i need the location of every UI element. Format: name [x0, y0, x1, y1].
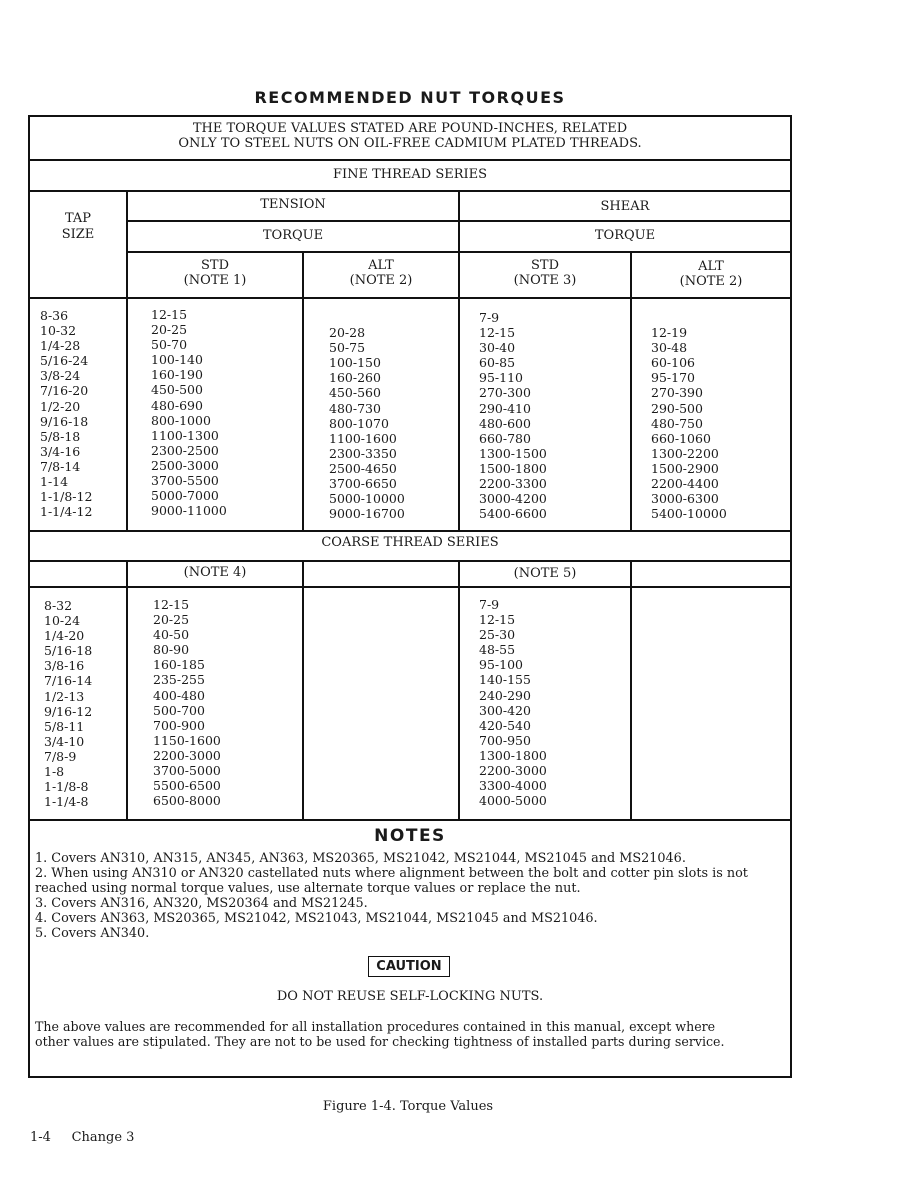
- table-cell: 160-185: [153, 657, 205, 673]
- table-cell: 7-9: [479, 310, 500, 325]
- table-cell: 450-500: [151, 382, 203, 398]
- table-cell: 12-19: [651, 325, 688, 341]
- table-cell: 12-15: [153, 597, 190, 612]
- table-cell: 30-40: [479, 340, 516, 356]
- table-cell: 80-90: [153, 642, 190, 658]
- table-cell: 12-15: [479, 612, 516, 628]
- table-cell: 12-15: [151, 307, 188, 322]
- table-cell: 800-1070: [329, 415, 389, 431]
- table-cell: 95-100: [479, 657, 523, 673]
- tap-size-header: TAP: [64, 211, 92, 226]
- table-cell: 2300-2500: [151, 442, 219, 458]
- table-cell: 2300-3350: [329, 445, 397, 461]
- tension-header: TENSION: [260, 197, 326, 212]
- table-cell: 500-700: [153, 702, 205, 718]
- table-cell: 10-32: [40, 323, 77, 339]
- table-cell: 3700-6650: [329, 476, 397, 492]
- table-cell: 1-1/4-12: [40, 504, 93, 520]
- table-cell: 660-780: [479, 430, 531, 446]
- table-cell: 1-8: [44, 764, 65, 780]
- table-cell: 5/16-24: [40, 353, 89, 369]
- note-line: 3. Covers AN316, AN320, MS20364 and MS21245.: [35, 896, 368, 911]
- table-cell: 700-900: [153, 717, 205, 733]
- table-cell: 1500-1800: [479, 460, 547, 476]
- table-cell: 1-14: [40, 474, 69, 490]
- table-cell: 290-410: [479, 400, 531, 416]
- table-cell: 2500-4650: [329, 460, 397, 476]
- rule: [29, 297, 791, 299]
- fine-series-heading: FINE THREAD SERIES: [332, 167, 488, 182]
- table-cell: 700-950: [479, 732, 531, 748]
- table-cell: 5400-10000: [651, 506, 727, 522]
- tension-alt-header: ALT: [368, 258, 394, 273]
- rule: [29, 159, 791, 161]
- table-cell: 1150-1600: [153, 732, 221, 748]
- page-identifier: 1-4 Change 3: [30, 1130, 135, 1145]
- shear-alt-header: ALT: [698, 259, 724, 274]
- table-cell: 1/4-20: [44, 628, 85, 644]
- table-cell: 3000-6300: [651, 491, 719, 507]
- table-cell: 9000-11000: [151, 503, 227, 519]
- table-cell: 5000-10000: [329, 491, 405, 507]
- table-cell: 235-255: [153, 672, 205, 688]
- table-cell: 60-106: [651, 355, 695, 371]
- table-cell: 3700-5500: [151, 473, 219, 489]
- shear-torque-header: TORQUE: [594, 228, 656, 243]
- table-cell: 2200-3000: [153, 747, 221, 763]
- table-cell: [329, 310, 405, 325]
- note-5-header: (NOTE 5): [513, 566, 577, 581]
- table-cell: 30-48: [651, 340, 688, 356]
- coarse-series-heading: COARSE THREAD SERIES: [321, 535, 499, 550]
- table-cell: 8-32: [44, 598, 73, 613]
- table-cell: 660-1060: [651, 430, 711, 446]
- table-cell: 10-24: [44, 613, 81, 629]
- table-cell: 5/8-18: [40, 428, 81, 444]
- table-cell: 1500-2900: [651, 460, 719, 476]
- table-cell: 1/2-20: [40, 398, 81, 414]
- rule: [302, 560, 304, 819]
- table-cell: 12-15: [479, 325, 516, 341]
- table-cell: 400-480: [153, 687, 205, 703]
- table-cell: 40-50: [153, 627, 190, 643]
- note-line: 2. When using AN310 or AN320 castellated nuts where alignment between the bolt and cotter pin slots is not: [35, 866, 748, 881]
- tension-std-header: (NOTE 1): [183, 273, 247, 288]
- table-cell: 140-155: [479, 672, 531, 688]
- fine-shear-alt-column: [651, 310, 727, 521]
- tap-size-header: SIZE: [61, 227, 95, 242]
- table-cell: 2200-3300: [479, 476, 547, 492]
- table-cell: 1-1/8-12: [40, 489, 93, 505]
- note-line: 1. Covers AN310, AN315, AN345, AN363, MS20365, MS21042, MS21044, MS21045 and MS21046.: [35, 851, 686, 866]
- rule: [29, 819, 791, 821]
- note-line: 4. Covers AN363, MS20365, MS21042, MS21043, MS21044, MS21045 and MS21046.: [35, 911, 598, 926]
- fine-shear-std-column: [479, 310, 547, 521]
- table-cell: 7/8-14: [40, 458, 81, 474]
- shear-alt-header: (NOTE 2): [679, 274, 743, 289]
- table-cell: 1100-1300: [151, 427, 219, 443]
- tension-torque-header: TORQUE: [262, 228, 324, 243]
- table-cell: 3/8-16: [44, 658, 85, 674]
- rule: [302, 251, 304, 530]
- table-cell: 480-730: [329, 400, 381, 416]
- caution-badge: CAUTION: [368, 956, 450, 977]
- table-cell: 60-85: [479, 355, 516, 371]
- table-cell: 3300-4000: [479, 778, 547, 794]
- notes-heading: NOTES: [374, 826, 446, 846]
- table-cell: 240-290: [479, 687, 531, 703]
- shear-header: SHEAR: [600, 199, 650, 214]
- table-cell: 2200-4400: [651, 476, 719, 492]
- table-cell: 800-1000: [151, 412, 211, 428]
- table-cell: 6500-8000: [153, 793, 221, 809]
- table-cell: 50-75: [329, 340, 366, 356]
- caution-text: DO NOT REUSE SELF-LOCKING NUTS.: [276, 989, 544, 1004]
- table-cell: 3/4-16: [40, 443, 81, 459]
- table-cell: 270-390: [651, 385, 703, 401]
- table-cell: 5500-6500: [153, 778, 221, 794]
- table-cell: 7/16-20: [40, 383, 89, 399]
- table-cell: 4000-5000: [479, 793, 547, 809]
- rule: [29, 560, 791, 562]
- coarse-shear-std-column: [479, 597, 547, 808]
- table-cell: 1-1/4-8: [44, 794, 89, 810]
- rule: [630, 560, 632, 819]
- rule: [29, 190, 791, 192]
- table-cell: 7/16-14: [44, 673, 93, 689]
- table-cell: 5/16-18: [44, 643, 93, 659]
- tension-alt-header: (NOTE 2): [349, 273, 413, 288]
- table-cell: 3/4-10: [44, 733, 85, 749]
- table-cell: 20-25: [151, 322, 188, 338]
- table-cell: [651, 310, 727, 325]
- table-cell: 25-30: [479, 627, 516, 643]
- rule: [630, 251, 632, 530]
- table-cell: 2500-3000: [151, 457, 219, 473]
- table-cell: 3000-4200: [479, 491, 547, 507]
- table-cell: 2200-3000: [479, 763, 547, 779]
- table-cell: 1100-1600: [329, 430, 397, 446]
- table-cell: 7/8-9: [44, 748, 77, 764]
- table-cell: 95-110: [479, 370, 523, 386]
- footer-text-line: The above values are recommended for all installation procedures contained in this manual, except where: [35, 1019, 716, 1034]
- note-4-header: (NOTE 4): [183, 565, 247, 580]
- table-cell: 420-540: [479, 717, 531, 733]
- table-cell: 95-170: [651, 370, 695, 386]
- table-cell: 1300-2200: [651, 445, 719, 461]
- page-title: RECOMMENDED NUT TORQUES: [254, 88, 566, 107]
- coarse-tap-column: [44, 598, 92, 809]
- table-cell: 5400-6600: [479, 506, 547, 522]
- table-cell: 9/16-12: [44, 703, 93, 719]
- table-cell: 160-190: [151, 367, 203, 383]
- table-cell: 480-690: [151, 397, 203, 413]
- table-cell: 300-420: [479, 702, 531, 718]
- table-cell: 290-500: [651, 400, 703, 416]
- fine-tension-alt-column: [329, 310, 405, 521]
- fine-tap-column: [40, 308, 92, 519]
- table-cell: 20-28: [329, 325, 366, 341]
- rule: [29, 586, 791, 588]
- table-cell: 1/4-28: [40, 338, 81, 354]
- table-cell: 9/16-18: [40, 413, 89, 429]
- table-cell: 100-150: [329, 355, 381, 371]
- rule: [29, 530, 791, 532]
- table-cell: 9000-16700: [329, 506, 405, 522]
- note-line: 5. Covers AN340.: [35, 926, 150, 941]
- table-cell: 8-36: [40, 308, 69, 323]
- intro-line: THE TORQUE VALUES STATED ARE POUND-INCHES, RELATED: [192, 121, 628, 136]
- intro-line: ONLY TO STEEL NUTS ON OIL-FREE CADMIUM PLATED THREADS.: [178, 136, 642, 151]
- table-cell: 480-600: [479, 415, 531, 431]
- fine-tension-std-column: [151, 307, 227, 518]
- shear-std-header: STD: [531, 258, 559, 273]
- table-cell: 100-140: [151, 352, 203, 368]
- table-cell: 7-9: [479, 597, 500, 612]
- table-cell: 160-260: [329, 370, 381, 386]
- table-cell: 1/2-13: [44, 688, 85, 704]
- figure-caption: Figure 1-4. Torque Values: [322, 1099, 494, 1114]
- table-cell: 1300-1500: [479, 445, 547, 461]
- table-cell: 3/8-24: [40, 368, 81, 384]
- table-cell: 450-560: [329, 385, 381, 401]
- footer-text-line: other values are stipulated. They are not to be used for checking tightness of installed parts during service.: [35, 1034, 725, 1049]
- rule: [126, 560, 128, 819]
- table-cell: 270-300: [479, 385, 531, 401]
- rule: [458, 560, 460, 819]
- table-cell: 1-1/8-8: [44, 779, 89, 795]
- coarse-tension-std-column: [153, 597, 221, 808]
- table-cell: 48-55: [479, 642, 516, 658]
- table-cell: 3700-5000: [153, 763, 221, 779]
- table-cell: 5000-7000: [151, 488, 219, 504]
- tension-std-header: STD: [201, 258, 229, 273]
- table-cell: 20-25: [153, 612, 190, 628]
- table-cell: 5/8-11: [44, 718, 85, 734]
- table-cell: 1300-1800: [479, 747, 547, 763]
- table-cell: 480-750: [651, 415, 703, 431]
- table-cell: 50-70: [151, 337, 188, 353]
- note-line: reached using normal torque values, use alternate torque values or replace the nut.: [35, 881, 581, 896]
- shear-std-header: (NOTE 3): [513, 273, 577, 288]
